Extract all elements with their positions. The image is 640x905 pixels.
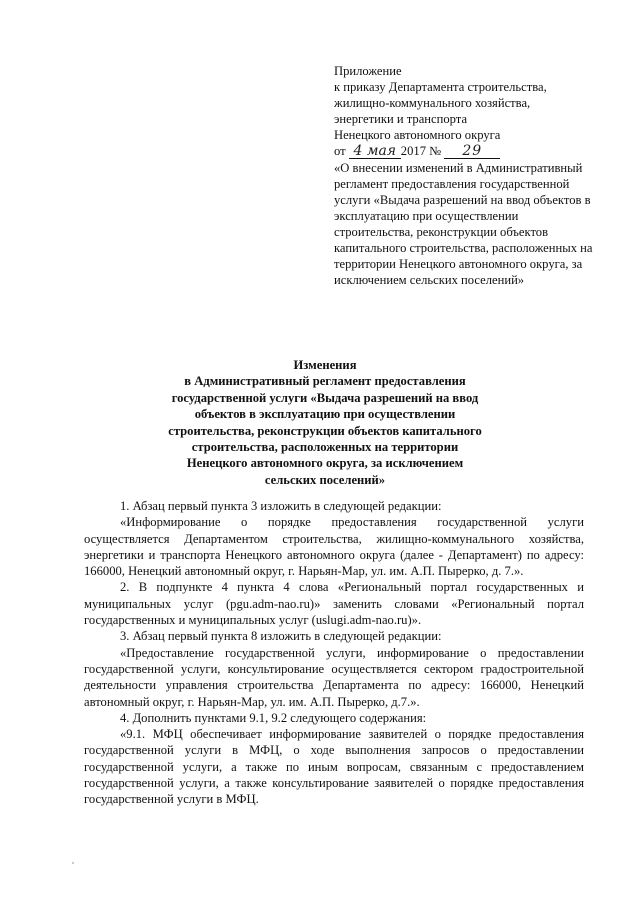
appendix-department-line: жилищно-коммунального хозяйства, xyxy=(334,96,531,111)
paragraph-4: 3. Абзац первый пункта 8 изложить в следующей редакции: xyxy=(120,629,442,644)
paragraph-6: 4. Дополнить пунктами 9.1, 9.2 следующего содержания: xyxy=(120,710,427,725)
paragraph-2: «Информирование о порядке предоставления государственной услуги осуществляется Департаментом строительства, жилищно-коммунального хозяйства, энергетики и транспорта Ненецкого автономного округа (далее - Департамент) по адресу: 166000, Ненецкий автономный округ, г. Нарьян-Мар, ул. им. А.П. Пырерко, д. 7.». xyxy=(84,515,584,579)
appendix-block xyxy=(334,63,596,288)
appendix-energy-line: энергетики и транспорта xyxy=(334,112,468,127)
paragraph-3: 2. В подпункте 4 пункта 4 слова «Региональный портал государственных и муниципальных услуг (pgu.adm-nao.ru)» заменить словами «Региональный портал государственных и муниципальных услуг (uslugi.adm-nao.ru)». xyxy=(84,580,584,628)
appendix-date-line xyxy=(334,143,596,159)
appendix-heading: Приложение xyxy=(334,64,402,78)
appendix-order-line: к приказу Департамента строительства, xyxy=(334,80,547,95)
title-subject: в Административный регламент предоставления государственной услуги «Выдача разрешений на ввод объектов в эксплуатацию при осуществлении строительства, реконструкции объектов капитального строительства, расположенных на территории Ненецкого автономного округа, за исключением сельских поселений» xyxy=(168,374,482,487)
handwritten-order-number: 29 xyxy=(444,144,500,159)
document-body xyxy=(84,498,584,808)
appendix-region-line: Ненецкого автономного округа xyxy=(334,128,501,143)
paragraph-7: «9.1. МФЦ обеспечивает информирование заявителей о порядке предоставления государственной услуги в МФЦ, о ходе выполнения запросов о предоставлении государственной услуги, а также по иным вопросам, связанным с предоставлением государственной услуги, а также консультирование заявителей о порядке предоставления государственной услуги в МФЦ. xyxy=(84,727,584,807)
date-prefix: от xyxy=(334,144,346,159)
title-heading: Изменения xyxy=(293,358,357,372)
handwritten-date: 4 мая xyxy=(349,144,401,159)
scan-speck xyxy=(72,862,74,864)
paragraph-1: 1. Абзац первый пункта 3 изложить в следующей редакции: xyxy=(120,499,442,513)
document-title xyxy=(160,357,490,488)
year-number-label: 2017 № xyxy=(400,144,442,159)
appendix-subject: «О внесении изменений в Административный регламент предоставления государственной услуги «Выдача разрешений на ввод объектов в эксплуатацию при осуществлении строительства, реконструкции объектов капитального строительства, расположенных на территории Ненецкого автономного округа, за исключением сельских поселений» xyxy=(334,160,593,288)
paragraph-5: «Предоставление государственной услуги, информирование о предоставлении государственной услуги, консультирование осуществляется сектором градостроительной деятельности управления строительства Департамента по адресу: 166000, Ненецкий автономный округ, г. Нарьян-Мар, ул. им. А.П. Пырерко, д.7.». xyxy=(84,645,584,709)
